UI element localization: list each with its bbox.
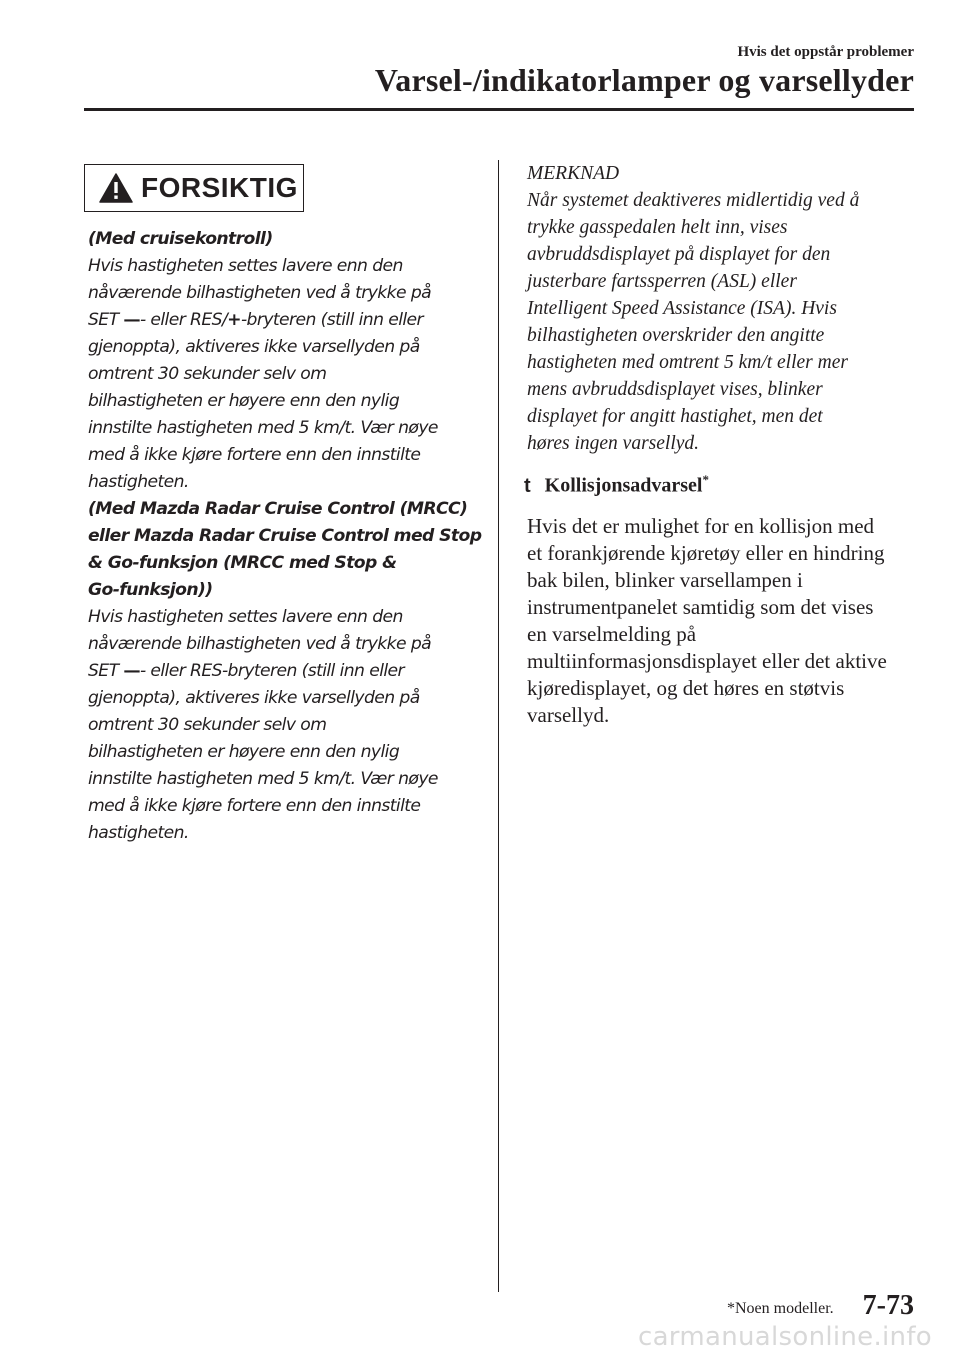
caution-body [88, 226, 488, 847]
section-heading [524, 472, 709, 498]
caution-line: nåværende bilhastigheten ved å trykke på [88, 283, 432, 303]
caution-line: eller Mazda Radar Cruise Control med Stop [88, 526, 482, 546]
caution-line: bilhastigheten er høyere enn den nylig [88, 742, 400, 762]
note-line: justerbare fartssperren (ASL) eller [527, 271, 797, 292]
section-marker: t [524, 474, 531, 497]
caution-line: Go-funksjon)) [88, 580, 213, 600]
section-line: Hvis det er mulighet for en kollisjon med [527, 514, 875, 538]
caution-line: gjenoppta), aktiveres ikke varsellyden på [88, 337, 420, 357]
page-number: 7-73 [862, 1290, 914, 1321]
caution-line-part: - eller RES/ [139, 310, 228, 330]
minus-symbol: — [123, 310, 140, 330]
caution-line: omtrent 30 sekunder selv om [88, 364, 327, 384]
note-line: Når systemet deaktiveres midlertidig ved å [527, 190, 860, 211]
note-line: mens avbruddsdisplayet vises, blinker [527, 379, 823, 400]
column-divider [498, 160, 499, 1292]
section-line: multiinformasjonsdisplayet eller det aktive [527, 649, 887, 673]
caution-line-part: SET [88, 661, 124, 681]
caution-line: omtrent 30 sekunder selv om [88, 715, 327, 735]
note-line: Intelligent Speed Assistance (ISA). Hvis [527, 298, 837, 319]
warning-triangle-icon [99, 173, 133, 203]
caution-line-part: SET [88, 310, 124, 330]
caution-line: hastigheten. [88, 472, 189, 492]
caution-line-part: - eller RES-bryteren (still inn eller [139, 661, 404, 681]
section-body [527, 513, 927, 729]
caution-line: innstilte hastigheten med 5 km/t. Vær nøye [88, 418, 438, 438]
section-line: bak bilen, blinker varsellampen i [527, 568, 803, 592]
section-line: varsellyd. [527, 703, 610, 727]
caution-line: Hvis hastigheten settes lavere enn den [88, 256, 403, 276]
note-line: avbruddsdisplayet på displayet for den [527, 244, 831, 265]
note-line: hastigheten med omtrent 5 km/t eller mer [527, 352, 848, 373]
caution-line: innstilte hastigheten med 5 km/t. Vær nøye [88, 769, 438, 789]
caution-line: med å ikke kjøre fortere enn den innstilte [88, 445, 421, 465]
watermark: carmanualsonline.info [637, 1322, 932, 1352]
footnote: *Noen modeller. [727, 1300, 834, 1317]
caution-line: Hvis hastigheten settes lavere enn den [88, 607, 403, 627]
header-rule [84, 108, 914, 111]
caution-label: FORSIKTIG [141, 172, 298, 203]
note-heading: MERKNAD [527, 163, 620, 184]
caution-line: med å ikke kjøre fortere enn den innstilte [88, 796, 421, 816]
section-line: instrumentpanelet samtidig som det vises [527, 595, 874, 619]
caution-line: (Med Mazda Radar Cruise Control (MRCC) [88, 499, 468, 519]
note-line: trykke gasspedalen helt inn, vises [527, 217, 788, 238]
caution-line: (Med cruisekontroll) [88, 229, 273, 249]
plus-symbol: + [227, 310, 241, 330]
note-line: displayet for angitt hastighet, men det [527, 406, 823, 427]
minus-symbol: — [123, 661, 140, 681]
caution-box [84, 164, 304, 212]
section-asterisk: * [702, 472, 709, 487]
note-line: bilhastigheten overskrider den angitte [527, 325, 825, 346]
page-title: Varsel-/indikatorlamper og varsellyder [374, 62, 914, 98]
caution-line-part: -bryteren (still inn eller [240, 310, 423, 330]
caution-line: & Go-funksjon (MRCC med Stop & [88, 553, 397, 573]
section-line: kjøredisplayet, og det høres en støtvis [527, 676, 845, 700]
chapter-title: Hvis det oppstår problemer [737, 44, 914, 60]
section-line: et forankjørende kjøretøy eller en hindring [527, 541, 885, 565]
note-line: høres ingen varsellyd. [527, 433, 700, 454]
caution-line [88, 307, 488, 334]
caution-line: bilhastigheten er høyere enn den nylig [88, 391, 400, 411]
caution-line: nåværende bilhastigheten ved å trykke på [88, 634, 432, 654]
note-block [527, 160, 927, 457]
caution-line: hastigheten. [88, 823, 189, 843]
caution-line: gjenoppta), aktiveres ikke varsellyden på [88, 688, 420, 708]
caution-line [88, 658, 488, 685]
section-title: Kollisjonsadvarsel [544, 474, 703, 497]
section-line: en varselmelding på [527, 622, 697, 646]
